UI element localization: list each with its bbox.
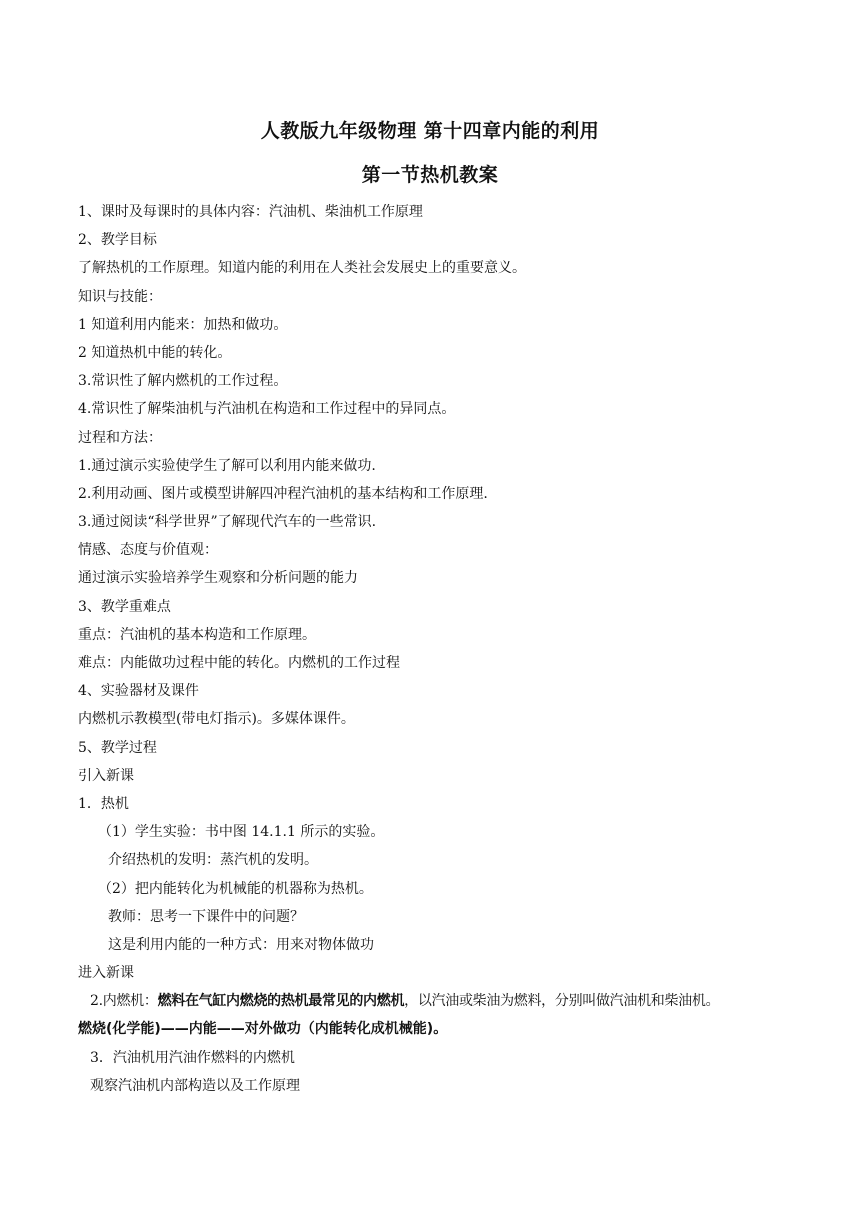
paragraph: 通过演示实验培养学生观察和分析问题的能力 <box>78 570 358 587</box>
list-item: 3．汽油机用汽油作燃料的内燃机 <box>90 1049 295 1066</box>
document-title: 人教版九年级物理 第十四章内能的利用 <box>260 120 600 142</box>
energy-conversion-chain: 燃烧(化学能)——内能——对外做功（内能转化成机械能)。 <box>78 1021 448 1038</box>
subheading-intro: 引入新课 <box>78 767 134 784</box>
paragraph: 观察汽油机内部构造以及工作原理 <box>90 1077 300 1094</box>
paragraph: 重点：汽油机的基本构造和工作原理。 <box>78 626 316 643</box>
list-item: 2 知道热机中能的转化。 <box>78 344 232 361</box>
subheading-knowledge-skills: 知识与技能： <box>78 288 162 305</box>
list-item-label: 2.内燃机： <box>90 993 158 1010</box>
list-item: 2.利用动画、图片或模型讲解四冲程汽油机的基本结构和工作原理. <box>78 485 488 502</box>
paragraph: 难点：内能做功过程中能的转化。内燃机的工作过程 <box>78 655 400 671</box>
subheading-new-lesson: 进入新课 <box>78 965 134 982</box>
list-item: 1.通过演示实验使学生了解可以利用内能来做功. <box>78 457 376 474</box>
list-item: （1）学生实验：书中图 14.1.1 所示的实验。 <box>98 824 385 841</box>
section-2-heading: 2、教学目标 <box>78 232 157 249</box>
section-3-heading: 3、教学重难点 <box>78 598 171 615</box>
section-5-heading: 5、教学过程 <box>78 739 157 756</box>
definition-text: 燃料在气缸内燃烧的热机最常见的内燃机 <box>157 993 405 1010</box>
paragraph: ，以汽油或柴油为燃料，分别叫做汽油机和柴油机。 <box>404 993 720 1010</box>
subheading-process-method: 过程和方法： <box>78 429 162 446</box>
list-item <box>78 987 838 1015</box>
subheading-attitude-values: 情感、态度与价值观： <box>78 542 218 559</box>
list-item: 1 知道利用内能来：加热和做功。 <box>78 316 288 333</box>
paragraph: 内燃机示教模型(带电灯指示)。多媒体课件。 <box>78 711 355 728</box>
section-4-heading: 4、实验器材及课件 <box>78 683 199 700</box>
paragraph: 了解热机的工作原理。知道内能的利用在人类社会发展史上的重要意义。 <box>78 260 526 277</box>
list-item: 3.常识性了解内燃机的工作过程。 <box>78 373 288 390</box>
paragraph: 这是利用内能的一种方式：用来对物体做功 <box>108 936 374 953</box>
paragraph: 教师：思考一下课件中的问题？ <box>108 908 304 925</box>
paragraph: 介绍热机的发明：蒸汽机的发明。 <box>108 852 318 869</box>
document-subtitle: 第一节热机教案 <box>361 164 499 186</box>
document-body <box>78 198 838 1100</box>
list-item: 1．热机 <box>78 795 129 812</box>
section-1-heading: 1、课时及每课时的具体内容：汽油机、柴油机工作原理 <box>78 204 423 220</box>
list-item: 4.常识性了解柴油机与汽油机在构造和工作过程中的异同点。 <box>78 401 456 418</box>
list-item: 3.通过阅读“科学世界”了解现代汽车的一些常识. <box>78 514 377 531</box>
list-item: （2）把内能转化为机械能的机器称为热机。 <box>98 880 373 897</box>
